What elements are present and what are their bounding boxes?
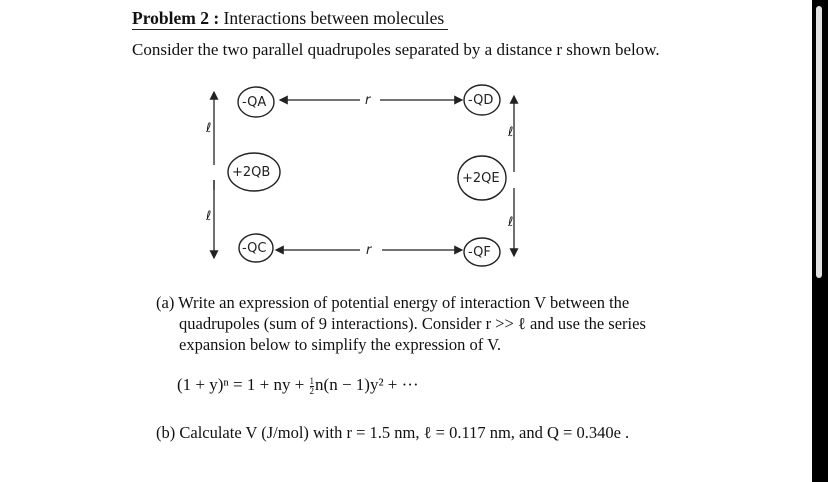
- scrollbar-thumb[interactable]: [816, 6, 822, 278]
- problem-title-text: Interactions between molecules: [223, 8, 445, 28]
- series-fraction-numerator: 1: [309, 375, 315, 386]
- problem-title: [132, 8, 444, 29]
- charge-label-top-right: -QD: [468, 93, 494, 108]
- length-label-right-lower: ℓ: [508, 215, 514, 230]
- charge-label-mid-right: +2QE: [462, 171, 500, 186]
- series-expansion: [177, 375, 419, 396]
- charge-label-top-left: -QA: [242, 95, 267, 110]
- charge-label-bottom-right: -QF: [468, 245, 491, 260]
- charge-label-mid-left: +2QB: [232, 165, 271, 180]
- length-label-left-upper: ℓ: [206, 121, 212, 136]
- series-rhs: n(n − 1)y² + ···: [315, 375, 419, 394]
- part-a-question: [156, 292, 646, 355]
- problem-intro: Consider the two parallel quadrupoles separated by a distance r shown below.: [132, 40, 660, 59]
- part-a-line-3: expansion below to simplify the expression of V.: [179, 335, 502, 354]
- length-label-right-upper: ℓ: [508, 125, 514, 140]
- charge-label-bottom-left: -QC: [242, 241, 267, 256]
- series-lhs: (1 + y)ⁿ = 1 + ny +: [177, 375, 309, 394]
- series-fraction-denominator: 2: [309, 385, 315, 396]
- series-fraction: [310, 377, 315, 396]
- part-a-line-1: (a) Write an expression of potential energy of interaction V between the: [156, 293, 630, 312]
- distance-label-top: r: [365, 93, 371, 108]
- part-a-line-2: quadrupoles (sum of 9 interactions). Consider r >> ℓ and use the series: [179, 314, 646, 333]
- length-label-left-lower: ℓ: [206, 209, 212, 224]
- part-b-question: (b) Calculate V (J/mol) with r = 1.5 nm, ℓ = 0.117 nm, and Q = 0.340e .: [156, 423, 630, 442]
- title-underline: [132, 29, 448, 30]
- quadrupole-diagram: [200, 80, 540, 275]
- problem-label: Problem 2 :: [132, 8, 220, 28]
- distance-label-bottom: r: [366, 243, 372, 258]
